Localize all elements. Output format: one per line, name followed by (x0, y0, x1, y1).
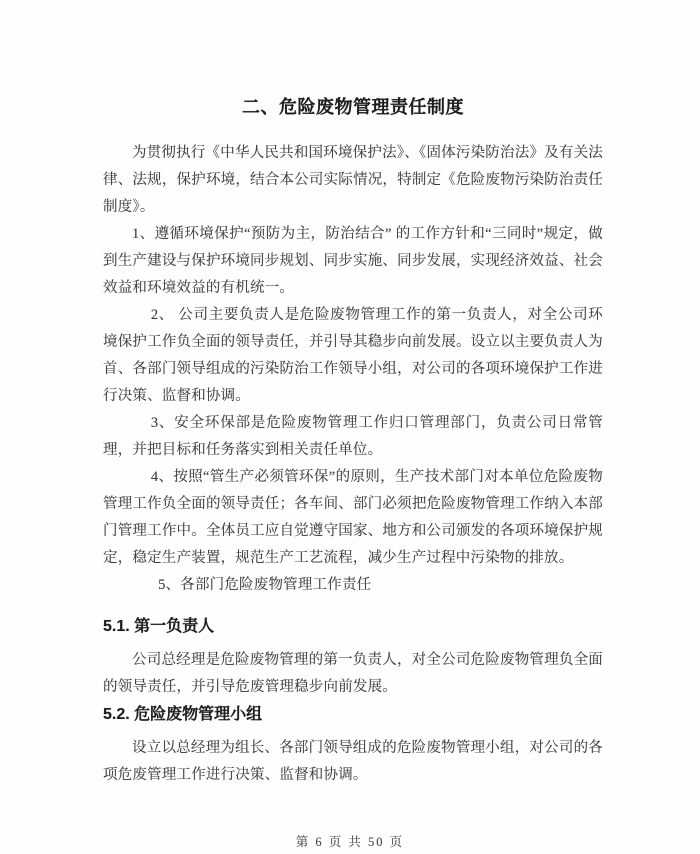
paragraph-item-1: 1、遵循环境保护“预防为主，防治结合” 的工作方针和“三同时”规定，做到生产建设与保护环境同步规划、同步实施、同步发展，实现经济效益、社会效益和环境效益的有机统一。 (103, 226, 603, 296)
paragraph-intro: 为贯彻执行《中华人民共和国环境保护法》、《固体污染防治法》及有关法律、法规，保护环境，结合本公司实际情况，特制定《危险废物污染防治责任制度》。 (103, 145, 603, 215)
section-body-5-1: 公司总经理是危险废物管理的第一负责人，对全公司危险废物管理负全面的领导责任，并引导危废管理稳步向前发展。 (103, 652, 603, 695)
paragraph-item-5: 5、各部门危险废物管理工作责任 (158, 577, 372, 593)
paragraph-item-4: 4、按照“管生产必须管环保”的原则，生产技术部门对本单位危险废物管理工作负全面的领导责任；各车间、部门必须把危险废物管理工作纳入本部门管理工作中。全体员工应自觉遵守国家、地方和公司颁发的各项环境保护规定，稳定生产装置，规范生产工艺流程，减少生产过程中污染物的排放。 (103, 469, 603, 566)
page-number: 第 6 页 共 50 页 (295, 835, 405, 849)
paragraph-item-3: 3、安全环保部是危险废物管理工作归口管理部门，负责公司日常管理，并把目标和任务落实到相关责任单位。 (103, 415, 603, 458)
paragraph-item-2: 2、 公司主要负责人是危险废物管理工作的第一负责人，对全公司环境保护工作负全面的领导责任，并引导其稳步向前发展。设立以主要负责人为首、各部门领导组成的污染防治工作领导小组，对公司的各项环境保护工作进行决策、监督和协调。 (103, 307, 603, 404)
section-heading-5-1: 5.1. 第一负责人 (103, 618, 215, 635)
document-title: 二、危险废物管理责任制度 (242, 97, 464, 117)
section-body-5-2: 设立以总经理为组长、各部门领导组成的危险废物管理小组，对公司的各项危废管理工作进行决策、监督和协调。 (103, 740, 603, 783)
section-heading-5-2: 5.2. 危险废物管理小组 (103, 706, 263, 723)
